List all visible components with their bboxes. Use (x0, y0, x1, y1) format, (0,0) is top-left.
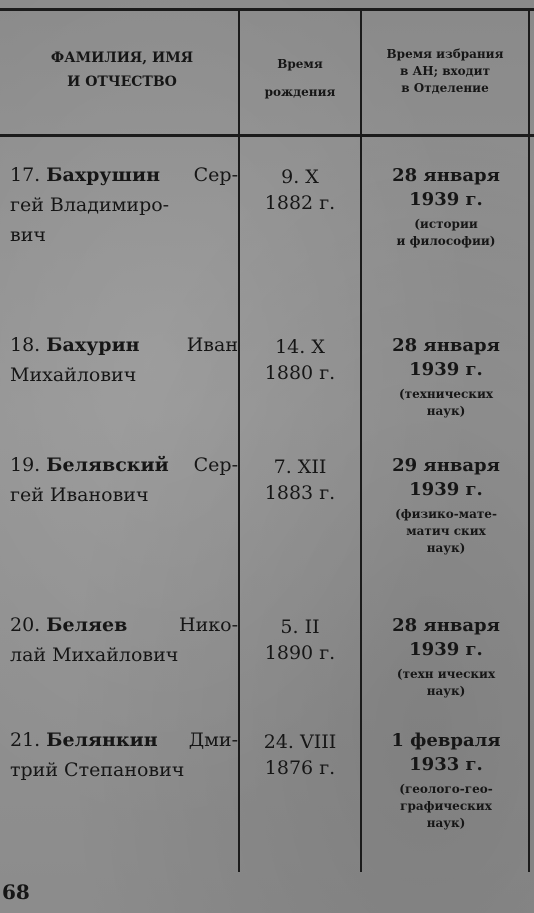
birth-date (240, 454, 360, 506)
name-continuation: Иван (186, 334, 238, 356)
name-continuation: Сер- (193, 164, 238, 186)
birth-year: 1890 г. (264, 642, 336, 664)
election-day-month: 1 февраля (391, 730, 501, 751)
election-day-month: 28 января (392, 335, 500, 356)
header-birth-column: Время рождения (264, 57, 336, 99)
department: (технических наук) (398, 387, 494, 418)
birth-date (240, 164, 360, 216)
election-year: 1939 г. (409, 359, 483, 380)
election-year: 1939 г. (409, 639, 483, 660)
election-day-month: 28 января (392, 165, 500, 186)
person-name (10, 725, 238, 785)
birth-year: 1882 г. (264, 192, 336, 214)
birth-day-month: 14. X (275, 336, 325, 358)
birth-year: 1880 г. (264, 362, 336, 384)
department: (техн ических наук) (396, 667, 496, 698)
election-year: 1939 г. (409, 189, 483, 210)
entry-number: 21. (10, 729, 47, 751)
name-line: трий Степанович (10, 759, 185, 781)
election-date (362, 729, 530, 832)
election-year: 1933 г. (409, 754, 483, 775)
last-name: Бахурин (46, 334, 140, 356)
birth-date (240, 334, 360, 386)
birth-year: 1883 г. (264, 482, 336, 504)
name-line: лай Михайлович (10, 644, 179, 666)
name-continuation: Дми- (188, 729, 238, 751)
last-name: Беляев (46, 614, 128, 636)
last-name: Белявский (46, 454, 169, 476)
name-line: гей Владимиро- (10, 194, 170, 216)
person-name (10, 330, 238, 390)
name-line: Михайлович (10, 364, 137, 386)
name-continuation: Нико- (179, 614, 238, 636)
department: (физико-мате- матич ских наук) (395, 507, 497, 555)
entry-number: 17. (10, 164, 47, 186)
person-name (10, 450, 238, 510)
election-day-month: 29 января (392, 455, 500, 476)
election-date (362, 454, 530, 557)
birth-date (240, 729, 360, 781)
name-continuation: Сер- (193, 454, 238, 476)
entry-number: 19. (10, 454, 47, 476)
header-election-column: Время избрания в АН; входит в Отделение (386, 47, 504, 95)
birth-date (240, 614, 360, 666)
department: (истории и философии) (396, 217, 496, 248)
person-name (10, 610, 238, 670)
last-name: Белянкин (46, 729, 158, 751)
header-name-column: ФАМИЛИЯ, ИМЯ И ОТЧЕСТВО (50, 50, 194, 90)
entry-number: 18. (10, 334, 47, 356)
election-day-month: 28 января (392, 615, 500, 636)
department: (геолого-гео- графических наук) (399, 782, 493, 830)
birth-day-month: 5. II (280, 616, 320, 638)
birth-year: 1876 г. (264, 757, 336, 779)
page-number: 68 (2, 880, 30, 904)
election-date (362, 164, 530, 250)
person-name (10, 160, 238, 250)
birth-day-month: 24. VIII (263, 731, 337, 753)
name-line: вич (10, 224, 46, 246)
top-rule (0, 8, 534, 11)
election-year: 1939 г. (409, 479, 483, 500)
last-name: Бахрушин (46, 164, 161, 186)
election-date (362, 334, 530, 420)
name-line: гей Иванович (10, 484, 149, 506)
election-date (362, 614, 530, 700)
entry-number: 20. (10, 614, 47, 636)
header-bottom-rule (0, 134, 534, 137)
birth-day-month: 7. XII (273, 456, 327, 478)
birth-day-month: 9. X (281, 166, 319, 188)
